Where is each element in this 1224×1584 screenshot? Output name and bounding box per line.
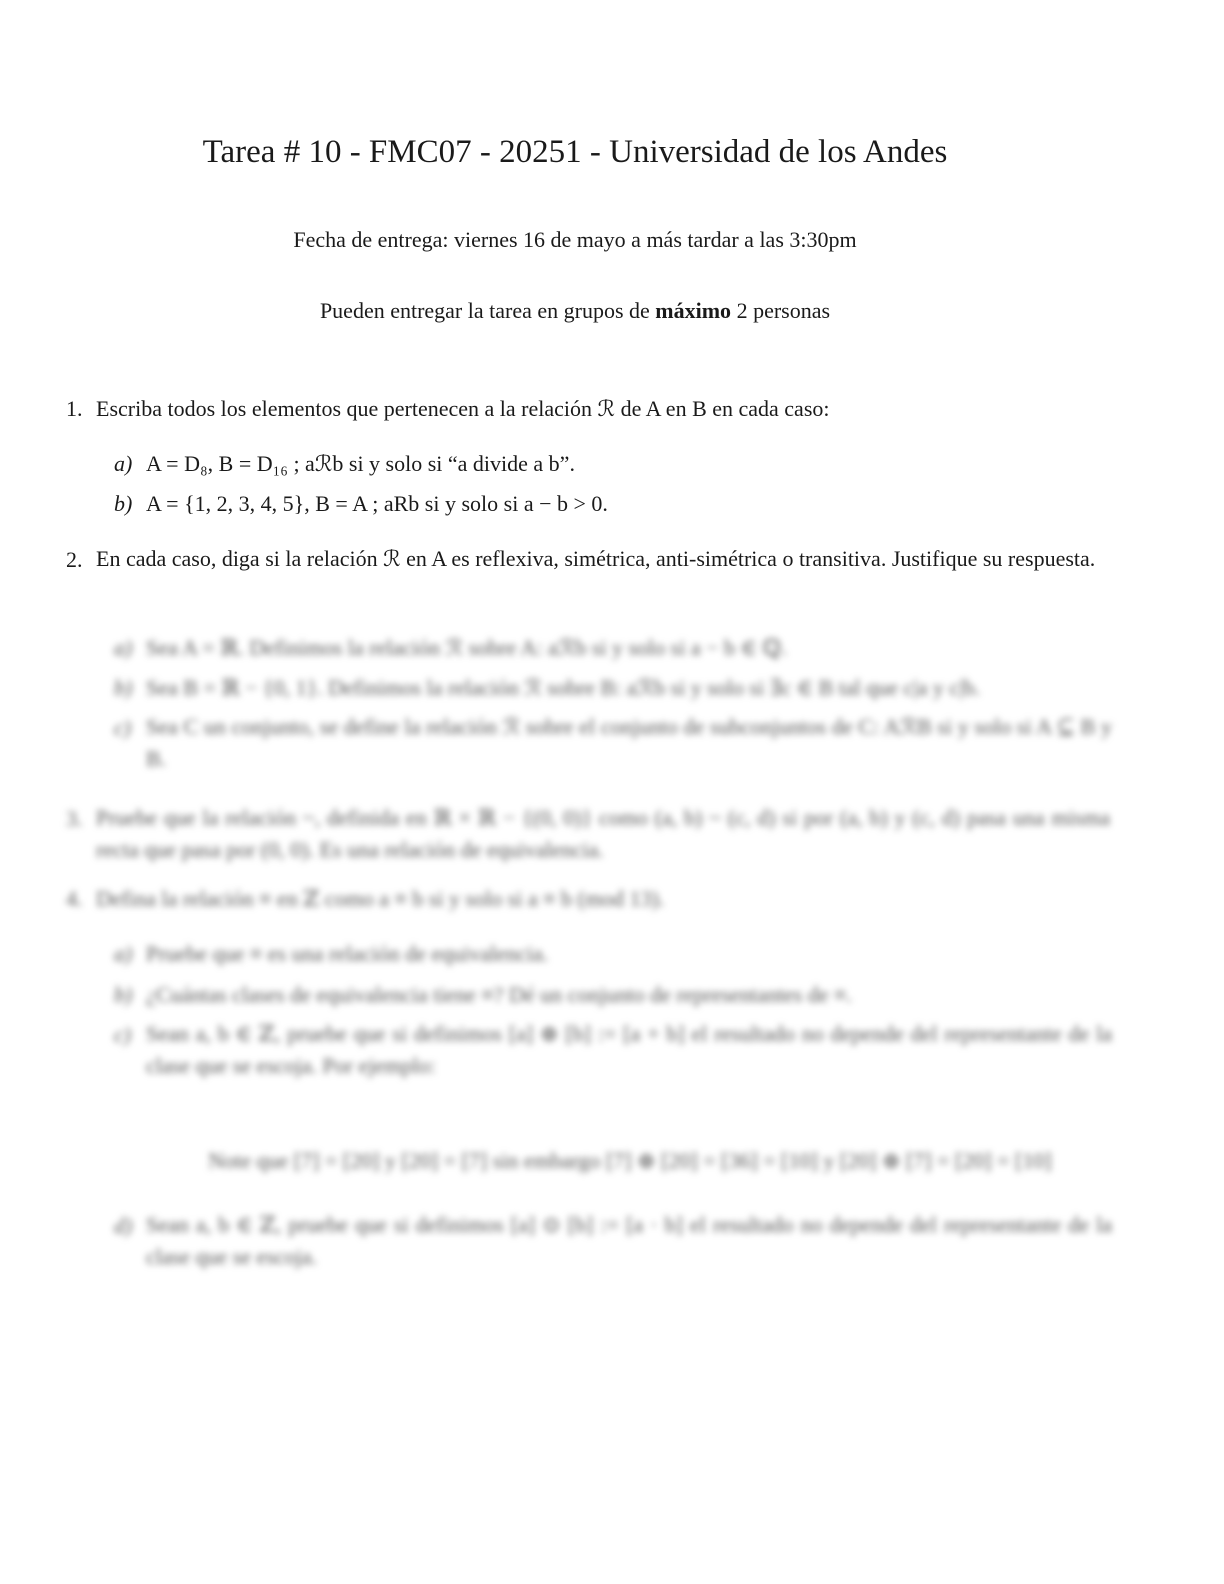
item-text: Pruebe que ≡ es una relación de equivalencia.	[146, 941, 549, 966]
item-text: A = D₈, B = D₁₆ ; aℛb si y solo si “a divide a b”.	[146, 451, 575, 476]
item-text: ¿Cuántas clases de equivalencia tiene ≡? Dé un conjunto de representantes de ≡.	[146, 982, 852, 1007]
group-note	[0, 298, 1150, 324]
question-text: Defina la relación ≡ en ℤ como a ≡ b si y solo si a ≡ b (mod 13).	[96, 886, 665, 911]
item-label: a)	[114, 451, 133, 476]
item-label: a)	[114, 635, 133, 660]
item-text: Sea A = ℝ. Definimos la relación ℛ sobre A: aℛb si y solo si a − b ∈ ℚ.	[146, 635, 787, 660]
item-text: Sean a, b ∈ ℤ, pruebe que si definimos [a] ⊕ [b] := [a + b] el resultado no depende del representante de la clase que se escoja. Por ejemplo:	[146, 1021, 1112, 1078]
due-date: Fecha de entrega: viernes 16 de mayo a más tardar a las 3:30pm	[293, 227, 857, 252]
question-text: Pruebe que la relación ~, definida en ℝ × ℝ − {(0, 0)} como (a, b) ~ (c, d) si por (a, b) y (c, d) pasa una misma recta que pasa por (0, 0). Es una relación de equivalencia.	[96, 805, 1110, 862]
group-note-prefix: Pueden entregar la tarea en grupos de	[319, 298, 656, 323]
item-text: Sean a, b ∈ ℤ, pruebe que si definimos [a] ⊙ [b] := [a · b] el resultado no depende del representante de la clase que se escoja.	[146, 1212, 1112, 1269]
item-label: c)	[114, 1022, 132, 1047]
item-text: Sea C un conjunto, se define la relación ℛ sobre el conjunto de subconjuntos de C: AℛB si y solo si A ⊆ B y B.	[146, 714, 1112, 771]
item-text: A = {1, 2, 3, 4, 5}, B = A ; aRb si y solo si a − b > 0.	[146, 491, 608, 516]
question-number: 2.	[66, 547, 83, 572]
item-label: b)	[114, 982, 133, 1007]
question-number: 3.	[66, 806, 83, 831]
question-text: En cada caso, diga si la relación ℛ en A es reflexiva, simétrica, anti-simétrica o transitiva. Justifique su respuesta.	[96, 546, 1096, 571]
page-title: Tarea # 10 - FMC07 - 20251 - Universidad de los Andes	[202, 134, 948, 170]
question-text: Escriba todos los elementos que pertenecen a la relación ℛ de A en B en cada caso:	[96, 396, 830, 421]
item-label: b)	[114, 491, 133, 516]
group-note-bold: máximo	[655, 298, 732, 323]
item-label: d)	[114, 1213, 133, 1238]
question-number: 4.	[66, 886, 83, 911]
group-note-suffix: 2 personas	[731, 298, 831, 323]
example-equation: Note que [7] = [20] y [20] = [7] sin embargo [7] ⊕ [20] = [36] = [10] y [20] ⊕ [7] = [20] = [10]	[208, 1148, 1052, 1173]
question-number: 1.	[66, 396, 83, 421]
item-text: Sea B = ℝ − {0, 1}. Definimos la relación ℛ sobre B: aℛb si y solo si ∃c ∈ B tal que c|a y c|b.	[146, 675, 981, 700]
item-label: c)	[114, 715, 132, 740]
item-label: a)	[114, 941, 133, 966]
item-label: b)	[114, 675, 133, 700]
